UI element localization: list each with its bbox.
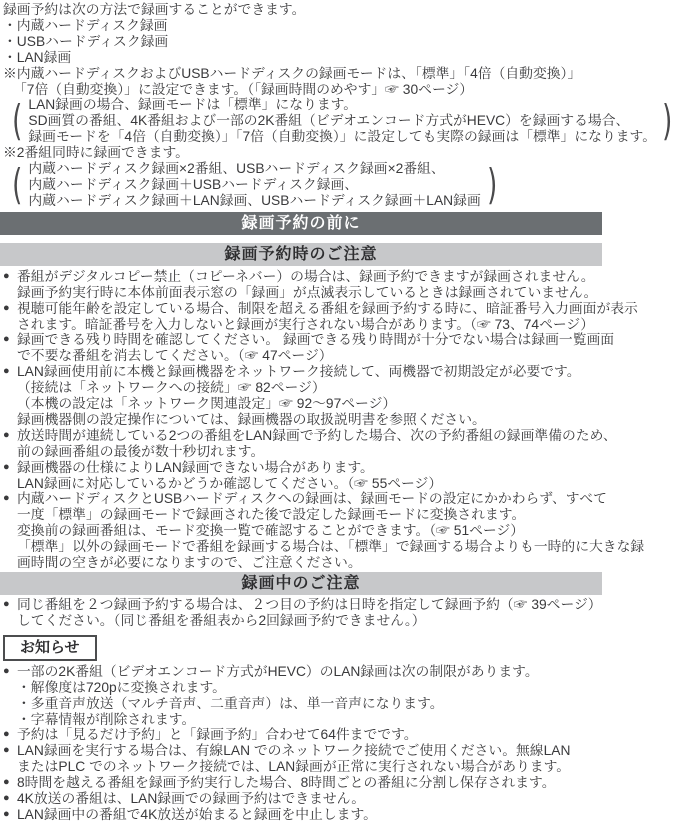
simultaneous-recording-group (9, 161, 500, 209)
text-line: 録画モードを「4倍（自動変換）」「7倍（自動変換）」に設定しても実際の録画は「標準」になります。 (28, 129, 657, 145)
notice-item (3, 727, 602, 743)
text-line: LAN録画中の番組で4K放送が始まると録画を中止します。 (17, 806, 377, 822)
notice-label: お知らせ (20, 638, 80, 656)
text-line: 録画機器側の設定操作については、録画機器の取扱説明書を参照ください。 (17, 411, 486, 427)
notice-item (3, 664, 602, 728)
text-line: LAN録画使用前に本機と録画機器をネットワーク接続して、両機器で初期設定が必要です。 (17, 364, 581, 380)
list-item: ・LAN録画 (3, 49, 72, 65)
close-paren: ) (486, 160, 498, 210)
reservation-notes-list (3, 268, 645, 571)
text-line: 録画できる残り時間を確認してください。 録画できる残り時間が十分でない場合は録画一覧画面 (17, 332, 615, 348)
bullet-icon: ● (3, 728, 10, 741)
text-line: （接続は「ネットワークへの接続」☞ 82ページ） (17, 380, 326, 396)
bullet-icon: ● (3, 428, 10, 441)
text-line: またはPLC でのネットワーク接続では、LAN録画が正常に実行されない場合があります。 (17, 759, 571, 775)
notice-item (3, 775, 602, 791)
open-paren: ( (12, 96, 23, 146)
note-item (3, 332, 615, 364)
bullet-icon: ● (3, 792, 10, 805)
notice-item (3, 791, 602, 807)
text-line: 「標準」以外の録画モードで番組を録画する場合は、「標準」で録画する場合よりも一時的に大きな録 (17, 539, 645, 555)
bullet-icon: ● (3, 664, 10, 677)
text-line: 画時間の空きが必要になりますので、ご注意ください。 (17, 555, 362, 571)
sub-list-item: ・多重音声放送（マルチ音声、二重音声）は、単一音声になります。 (17, 695, 444, 711)
text-line: 予約は「見るだけ予約」と「録画予約」合わせて64件までです。 (17, 727, 418, 743)
bullet-icon: ● (3, 492, 10, 505)
intro-section (3, 2, 673, 210)
text-line: 変換前の録画番組は、モード変換一覧で確認することができます。（☞ 51ページ） (17, 523, 525, 539)
text-line: 一度「標準」の録画モードで録画された後で設定した録画モードに変換されます。 (17, 507, 526, 523)
text-line: 内蔵ハードディスクとUSBハードディスクへの録画は、録画モードの設定にかかわらず、すべて (17, 491, 607, 507)
text-line: 視聴可能年齢を設定している場合、制限を超える番組を録画予約する時に、暗証番号入力画面が表示 (17, 300, 638, 316)
bullet-icon: ● (3, 460, 10, 473)
bullet-icon: ● (3, 744, 10, 757)
text-line: 同じ番組を２つ録画予約する場合は、２つ目の予約は日時を指定して録画予約（☞ 39ページ） (17, 597, 602, 612)
text-line: されます。暗証番号を入力しないと録画が実行されない場合があります。（☞ 73、74ページ） (17, 316, 595, 332)
text-line: 「7倍（自動変換）」に設定できます。（「録画時間のめやす」☞ 30ページ） (13, 81, 474, 97)
notice-label-box (3, 635, 97, 661)
text-line: 4K放送の番組は、LAN録画での録画予約はできません。 (17, 791, 366, 807)
bullet-icon: ● (3, 269, 10, 282)
list-item: ・内蔵ハードディスク録画 (3, 17, 168, 33)
text-line: 録画予約実行時に本体前面表示窓の「録画」が点滅表示しているときは録画されていません。 (17, 284, 598, 300)
note-item (3, 597, 602, 629)
sub-list-item: ・解像度は720pに変換されます。 (17, 679, 226, 695)
text-line: 放送時間が連続している2つの番組をLAN録画で予約した場合、次の予約番組の録画準備のため、 (17, 427, 617, 443)
text-line: 内蔵ハードディスク録画×2番組、USBハードディスク録画×2番組、 (28, 161, 445, 177)
note-item (3, 460, 602, 492)
text-line: 録画予約は次の方法で録画することができます。 (3, 2, 306, 17)
text-line: LAN録画の場合、録画モードは「標準」になります。 (28, 97, 358, 113)
subsection-header-during-recording: 録画中のご注意 (0, 572, 602, 595)
note-item (3, 364, 602, 428)
section-header-before-recording: 録画予約の前に (0, 212, 602, 235)
sub-list-item: ・字幕情報が削除されます。 (17, 711, 196, 727)
open-paren: ( (12, 160, 23, 210)
text-line: ※2番組同時に録画できます。 (3, 145, 189, 161)
text-line: ※内蔵ハードディスクおよびUSBハードディスクの録画モードは、「標準」「4倍（自動変換）」 (3, 65, 582, 81)
list-item: ・USBハードディスク録画 (3, 33, 169, 49)
text-line: LAN録画に対応しているかどうか確認してください。（☞ 55ページ） (17, 475, 443, 491)
bullet-icon: ● (3, 598, 10, 610)
notice-item (3, 807, 602, 823)
text-line: （本機の設定は「ネットワーク関連設定」☞ 92～97ページ） (17, 396, 397, 412)
note-item (3, 269, 602, 301)
recording-mode-note-group (9, 97, 675, 145)
subsection-header-reservation-notes: 録画予約時のご注意 (0, 243, 602, 266)
text-line: 内蔵ハードディスク録画＋LAN録画、USBハードディスク録画＋LAN録画 (28, 192, 481, 208)
bullet-icon: ● (3, 807, 10, 820)
bullet-icon: ● (3, 333, 10, 346)
note-item (3, 491, 645, 571)
bullet-icon: ● (3, 301, 10, 314)
text-line: 一部の2K番組（ビデオエンコード方式がHEVC）のLAN録画は次の制限があります。 (17, 663, 539, 679)
text-line: LAN録画を実行する場合は、有線LAN でのネットワーク接続でご使用ください。無線LAN (17, 743, 571, 759)
bullet-icon: ● (3, 776, 10, 789)
text-line: 前の録画番組の最後が数十秒切れます。 (17, 443, 265, 459)
note-item (3, 427, 617, 460)
text-line: 8時間を越える番組を録画予約実行した場合、8時間ごとの番組に分割し保存されます。 (17, 775, 556, 791)
text-line: 内蔵ハードディスク録画＋USBハードディスク録画、 (28, 176, 359, 192)
close-paren: ) (662, 96, 673, 146)
bullet-icon: ● (3, 365, 10, 378)
text-line: してください。（同じ番組を番組表から2回録画予約できません。） (17, 612, 426, 628)
notice-list (3, 664, 602, 823)
text-line: 番組がデジタルコピー禁止（コピーネバー）の場合は、録画予約できますが録画されません。 (17, 268, 595, 284)
text-line: 録画機器の仕様によりLAN録画できない場合があります。 (17, 459, 374, 475)
note-item (3, 300, 638, 333)
text-line: SD画質の番組、4K番組および一部の2K番組（ビデオエンコード方式がHEVC）を録画する場合、 (28, 113, 630, 129)
text-line: で不要な番組を消去してください。（☞ 47ページ） (17, 348, 333, 364)
during-recording-notes-list (3, 597, 602, 629)
notice-item (3, 743, 602, 775)
